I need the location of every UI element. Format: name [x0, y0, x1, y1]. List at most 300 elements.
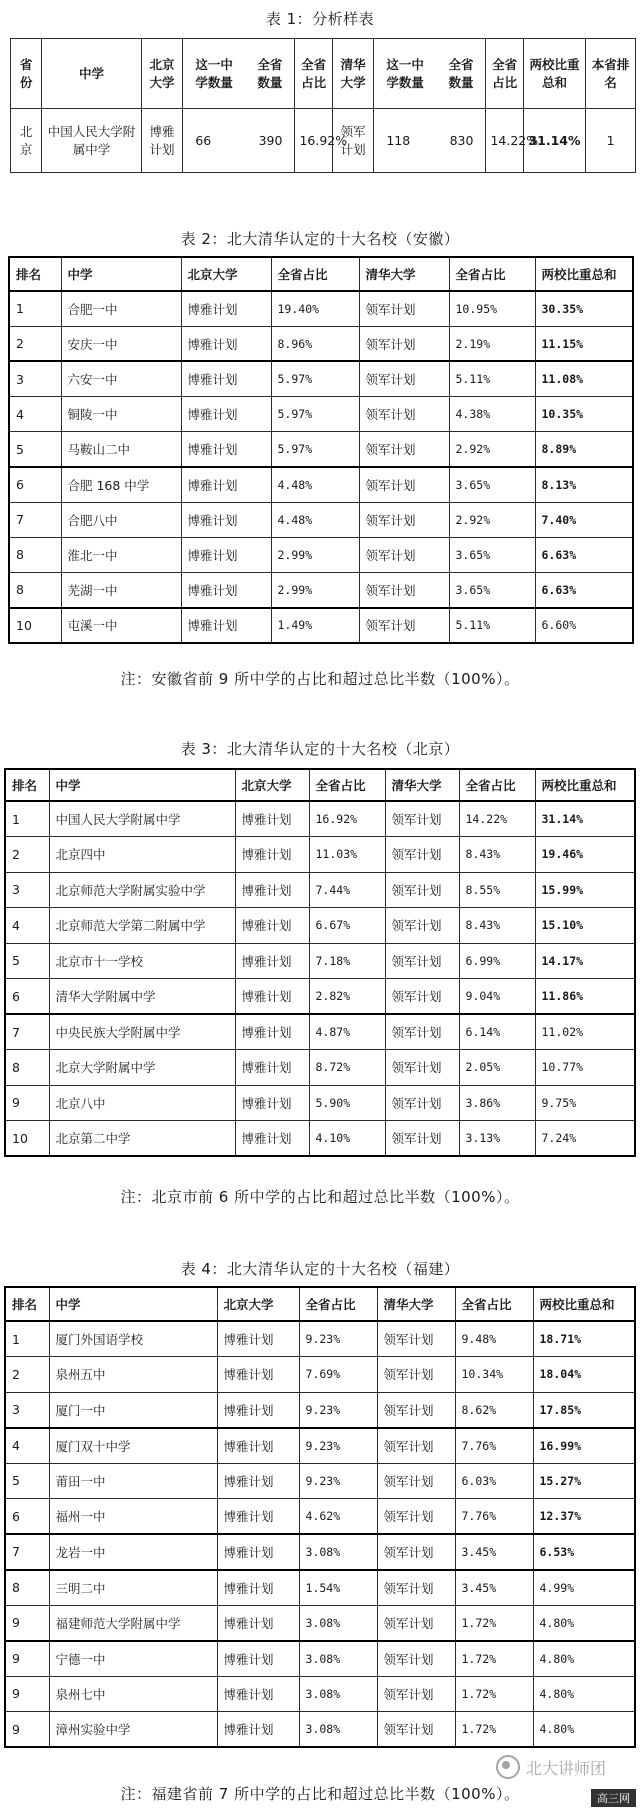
table-row	[5, 1605, 635, 1641]
table2-cell-thu-share: 10.95%	[449, 291, 535, 326]
table4-cell-pku-plan: 博雅计划	[217, 1676, 299, 1712]
table1	[10, 38, 636, 173]
table2-cell-rank: 5	[9, 432, 61, 467]
table3-cell-pku-share: 16.92%	[309, 801, 385, 837]
table4-cell-thu-share: 10.34%	[455, 1357, 533, 1393]
table4-caption: 表 4：北大清华认定的十大名校（福建）	[180, 1260, 460, 1278]
table4-header-6: 两校比重总和	[533, 1287, 635, 1321]
t1-cell-pku-province-count: 390	[258, 132, 283, 148]
t1-cell-pku-share: 16.92%	[295, 109, 332, 173]
table2-cell-rank: 8	[9, 537, 61, 572]
table-row	[5, 1712, 635, 1748]
table3-cell-total: 19.46%	[535, 837, 635, 873]
table2-cell-thu-share: 2.92%	[449, 502, 535, 537]
table3-cell-rank: 2	[5, 837, 49, 873]
table2-cell-school: 淮北一中	[61, 537, 181, 572]
table3-cell-school: 北京师范大学附属实验中学	[49, 872, 235, 908]
table2-cell-thu-share: 2.92%	[449, 432, 535, 467]
table3-header-5: 全省占比	[459, 769, 535, 801]
table3-cell-thu-plan: 领军计划	[385, 872, 459, 908]
table3-header-4: 清华大学	[385, 769, 459, 801]
table4-cell-school: 厦门双十中学	[49, 1428, 217, 1464]
table4-cell-total: 18.04%	[533, 1357, 635, 1393]
table4-cell-thu-share: 9.48%	[455, 1321, 533, 1357]
table2-cell-thu-share: 3.65%	[449, 467, 535, 502]
table3-cell-thu-plan: 领军计划	[385, 837, 459, 873]
table3-header-6: 两校比重总和	[535, 769, 635, 801]
table2-cell-rank: 1	[9, 291, 61, 326]
table2-cell-school: 合肥八中	[61, 502, 181, 537]
table4-cell-rank: 9	[5, 1641, 49, 1677]
table4-header-4: 清华大学	[377, 1287, 455, 1321]
table4-cell-thu-share: 3.45%	[455, 1570, 533, 1606]
table2-cell-thu-plan: 领军计划	[359, 502, 449, 537]
table2-cell-thu-plan: 领军计划	[359, 326, 449, 361]
table2-cell-school: 屯溪一中	[61, 608, 181, 643]
t1-cell-rank: 1	[586, 109, 636, 173]
table-row	[5, 1357, 635, 1393]
table3-cell-rank: 3	[5, 872, 49, 908]
table4-cell-school: 泉州七中	[49, 1676, 217, 1712]
table3-cell-rank: 7	[5, 1014, 49, 1050]
table4-cell-school: 福州一中	[49, 1499, 217, 1535]
table3-cell-thu-share: 3.86%	[459, 1085, 535, 1121]
table3-cell-total: 14.17%	[535, 943, 635, 979]
table3-cell-thu-share: 6.14%	[459, 1014, 535, 1050]
table3-cell-school: 北京第二中学	[49, 1121, 235, 1157]
table3-header-2: 北京大学	[235, 769, 309, 801]
table-row	[9, 291, 633, 326]
table2-cell-pku-plan: 博雅计划	[181, 397, 271, 432]
table3-cell-thu-plan: 领军计划	[385, 943, 459, 979]
table3-cell-pku-share: 2.82%	[309, 979, 385, 1015]
table-row	[9, 361, 633, 396]
table4-cell-total: 4.80%	[533, 1641, 635, 1677]
t1-header-thu-share: 全省占比	[486, 39, 523, 109]
table2-cell-school: 马鞍山二中	[61, 432, 181, 467]
table4-cell-pku-plan: 博雅计划	[217, 1357, 299, 1393]
table2-cell-thu-plan: 领军计划	[359, 361, 449, 396]
table2-cell-thu-share: 5.11%	[449, 608, 535, 643]
table3-cell-pku-share: 5.90%	[309, 1085, 385, 1121]
table3-cell-rank: 8	[5, 1050, 49, 1086]
table4-cell-rank: 2	[5, 1357, 49, 1393]
table3-cell-pku-plan: 博雅计划	[235, 872, 309, 908]
table4-cell-thu-plan: 领军计划	[377, 1570, 455, 1606]
table3-cell-total: 7.24%	[535, 1121, 635, 1157]
table2-cell-total: 11.15%	[535, 326, 633, 361]
table2-cell-thu-share: 3.65%	[449, 537, 535, 572]
table-row	[9, 397, 633, 432]
table-row	[5, 1014, 635, 1050]
table3-cell-pku-plan: 博雅计划	[235, 908, 309, 944]
table4-cell-pku-share: 9.23%	[299, 1428, 377, 1464]
table-row	[5, 1676, 635, 1712]
table3-cell-school: 中央民族大学附属中学	[49, 1014, 235, 1050]
table-row	[5, 1463, 635, 1499]
table4-cell-school: 厦门外国语学校	[49, 1321, 217, 1357]
table3-cell-thu-share: 9.04%	[459, 979, 535, 1015]
table4-cell-thu-share: 8.62%	[455, 1392, 533, 1428]
table4-cell-total: 12.37%	[533, 1499, 635, 1535]
table4-cell-total: 17.85%	[533, 1392, 635, 1428]
table3-cell-rank: 1	[5, 801, 49, 837]
table4-cell-rank: 1	[5, 1321, 49, 1357]
table-row	[5, 837, 635, 873]
table-row	[5, 1085, 635, 1121]
table4-cell-rank: 9	[5, 1676, 49, 1712]
table2-header-5: 全省占比	[449, 257, 535, 291]
table4-cell-rank: 5	[5, 1463, 49, 1499]
table2-cell-thu-plan: 领军计划	[359, 432, 449, 467]
table2-cell-pku-plan: 博雅计划	[181, 608, 271, 643]
table4-cell-pku-share: 3.08%	[299, 1534, 377, 1570]
table4-cell-school: 泉州五中	[49, 1357, 217, 1393]
t1-header-total: 两校比重总和	[523, 39, 585, 109]
table3-cell-thu-plan: 领军计划	[385, 1050, 459, 1086]
table4-header-3: 全省占比	[299, 1287, 377, 1321]
table3-cell-pku-plan: 博雅计划	[235, 801, 309, 837]
table4-cell-pku-share: 3.08%	[299, 1676, 377, 1712]
table4-cell-rank: 9	[5, 1605, 49, 1641]
table2-cell-total: 10.35%	[535, 397, 633, 432]
table4-cell-pku-share: 3.08%	[299, 1605, 377, 1641]
t1-cell-thu-share: 14.22%	[486, 109, 523, 173]
table2-header-3: 全省占比	[271, 257, 359, 291]
t1-cell-pku-plan: 博雅计划	[141, 109, 183, 173]
table3-cell-pku-share: 6.67%	[309, 908, 385, 944]
table2-cell-thu-share: 5.11%	[449, 361, 535, 396]
table3-cell-thu-share: 8.55%	[459, 872, 535, 908]
table4-cell-total: 6.53%	[533, 1534, 635, 1570]
table3-cell-school: 北京大学附属中学	[49, 1050, 235, 1086]
table4-cell-thu-plan: 领军计划	[377, 1641, 455, 1677]
t1-header-pku-share: 全省占比	[295, 39, 332, 109]
table4-header-1: 中学	[49, 1287, 217, 1321]
table4-cell-pku-share: 3.08%	[299, 1712, 377, 1748]
table2-cell-thu-share: 2.19%	[449, 326, 535, 361]
table2-cell-thu-plan: 领军计划	[359, 467, 449, 502]
table-row	[9, 502, 633, 537]
t1-header-thu: 清华大学	[332, 39, 374, 109]
table2-header-2: 北京大学	[181, 257, 271, 291]
table4-cell-thu-plan: 领军计划	[377, 1712, 455, 1748]
table2-cell-pku-share: 19.40%	[271, 291, 359, 326]
table2-cell-thu-plan: 领军计划	[359, 573, 449, 608]
table4-cell-thu-share: 1.72%	[455, 1641, 533, 1677]
table4-cell-pku-plan: 博雅计划	[217, 1605, 299, 1641]
table4-cell-pku-share: 7.69%	[299, 1357, 377, 1393]
table2-cell-pku-share: 5.97%	[271, 397, 359, 432]
table4-cell-pku-plan: 博雅计划	[217, 1428, 299, 1464]
table3-cell-school: 北京八中	[49, 1085, 235, 1121]
t1-header-pku-school-count: 这一中学数量	[195, 56, 233, 90]
table2-cell-pku-plan: 博雅计划	[181, 467, 271, 502]
table4-cell-thu-share: 1.72%	[455, 1605, 533, 1641]
table3-cell-total: 15.99%	[535, 872, 635, 908]
table3-cell-school: 中国人民大学附属中学	[49, 801, 235, 837]
table4-cell-thu-share: 1.72%	[455, 1676, 533, 1712]
table2-cell-pku-share: 2.99%	[271, 537, 359, 572]
t1-header-rank: 本省排名	[586, 39, 636, 109]
table4-cell-school: 龙岩一中	[49, 1534, 217, 1570]
table4-cell-pku-share: 9.23%	[299, 1392, 377, 1428]
table3-cell-total: 31.14%	[535, 801, 635, 837]
table3-cell-total: 15.10%	[535, 908, 635, 944]
table3-cell-pku-plan: 博雅计划	[235, 1121, 309, 1157]
table-row	[5, 801, 635, 837]
table2-cell-pku-share: 4.48%	[271, 502, 359, 537]
table2-cell-pku-plan: 博雅计划	[181, 502, 271, 537]
table-row	[5, 1428, 635, 1464]
table2-header-4: 清华大学	[359, 257, 449, 291]
table-row	[5, 1499, 635, 1535]
table4-cell-pku-share: 4.62%	[299, 1499, 377, 1535]
table2-cell-total: 6.63%	[535, 537, 633, 572]
table4-header-5: 全省占比	[455, 1287, 533, 1321]
t1-header-province: 省份	[11, 39, 42, 109]
site-brand: 高三网	[591, 1789, 636, 1807]
watermark-text: 北大讲师团	[525, 1758, 606, 1778]
table2-cell-rank: 3	[9, 361, 61, 396]
table3-cell-pku-share: 7.44%	[309, 872, 385, 908]
table4-cell-pku-share: 1.54%	[299, 1570, 377, 1606]
table3-cell-thu-share: 3.13%	[459, 1121, 535, 1157]
table2-header-0: 排名	[9, 257, 61, 291]
t1-cell-total: 31.14%	[523, 109, 585, 173]
table2-cell-rank: 7	[9, 502, 61, 537]
table4-cell-school: 厦门一中	[49, 1392, 217, 1428]
table3-cell-pku-plan: 博雅计划	[235, 1085, 309, 1121]
t1-cell-school: 中国人民大学附属中学	[42, 109, 142, 173]
table3-cell-rank: 4	[5, 908, 49, 944]
table3-cell-school: 北京四中	[49, 837, 235, 873]
table3-cell-thu-share: 6.99%	[459, 943, 535, 979]
table-row	[9, 467, 633, 502]
table3-cell-total: 11.86%	[535, 979, 635, 1015]
table4-cell-thu-plan: 领军计划	[377, 1321, 455, 1357]
table4-cell-school: 福建师范大学附属中学	[49, 1605, 217, 1641]
table4-cell-thu-share: 7.76%	[455, 1428, 533, 1464]
table3-cell-pku-share: 8.72%	[309, 1050, 385, 1086]
table3-cell-pku-plan: 博雅计划	[235, 837, 309, 873]
table3-cell-pku-share: 7.18%	[309, 943, 385, 979]
table2-cell-pku-plan: 博雅计划	[181, 361, 271, 396]
table4-cell-pku-plan: 博雅计划	[217, 1641, 299, 1677]
table-row	[9, 326, 633, 361]
table-row	[5, 1121, 635, 1157]
table4-cell-total: 15.27%	[533, 1463, 635, 1499]
table3-header-3: 全省占比	[309, 769, 385, 801]
table3-cell-pku-plan: 博雅计划	[235, 943, 309, 979]
table4-cell-pku-share: 9.23%	[299, 1321, 377, 1357]
t1-cell-thu-plan: 领军计划	[332, 109, 374, 173]
table4	[4, 1286, 636, 1748]
table2-note: 注：安徽省前 9 所中学的占比和超过总比半数（100%）。	[120, 670, 520, 688]
table3-cell-thu-plan: 领军计划	[385, 908, 459, 944]
table4-cell-thu-plan: 领军计划	[377, 1357, 455, 1393]
table2-cell-pku-share: 8.96%	[271, 326, 359, 361]
table4-cell-school: 三明二中	[49, 1570, 217, 1606]
table3-header-1: 中学	[49, 769, 235, 801]
table3-cell-thu-plan: 领军计划	[385, 1014, 459, 1050]
table2-cell-pku-plan: 博雅计划	[181, 537, 271, 572]
table2-cell-thu-plan: 领军计划	[359, 608, 449, 643]
t1-header-school: 中学	[42, 39, 142, 109]
table2-cell-pku-share: 1.49%	[271, 608, 359, 643]
table4-cell-total: 18.71%	[533, 1321, 635, 1357]
table4-cell-thu-plan: 领军计划	[377, 1499, 455, 1535]
table2-cell-thu-plan: 领军计划	[359, 397, 449, 432]
table4-cell-pku-plan: 博雅计划	[217, 1499, 299, 1535]
table2-cell-pku-share: 5.97%	[271, 432, 359, 467]
table2-cell-pku-share: 4.48%	[271, 467, 359, 502]
table-row	[5, 1321, 635, 1357]
table2-cell-total: 11.08%	[535, 361, 633, 396]
table-row	[5, 1570, 635, 1606]
table2-cell-thu-plan: 领军计划	[359, 537, 449, 572]
table3-cell-thu-share: 8.43%	[459, 837, 535, 873]
table-row	[5, 979, 635, 1015]
table-row	[5, 908, 635, 944]
table4-cell-rank: 3	[5, 1392, 49, 1428]
table3-cell-school: 北京市十一学校	[49, 943, 235, 979]
table-row	[5, 943, 635, 979]
table3-cell-pku-share: 4.10%	[309, 1121, 385, 1157]
table4-cell-thu-plan: 领军计划	[377, 1676, 455, 1712]
table2-cell-pku-share: 5.97%	[271, 361, 359, 396]
table4-cell-rank: 8	[5, 1570, 49, 1606]
table3-cell-thu-plan: 领军计划	[385, 1085, 459, 1121]
table2-cell-pku-share: 2.99%	[271, 573, 359, 608]
table-row	[9, 608, 633, 643]
table2-cell-school: 铜陵一中	[61, 397, 181, 432]
table-row	[5, 872, 635, 908]
table2-cell-pku-plan: 博雅计划	[181, 432, 271, 467]
table-row	[5, 1534, 635, 1570]
table3-cell-rank: 10	[5, 1121, 49, 1157]
table4-cell-thu-share: 7.76%	[455, 1499, 533, 1535]
table4-cell-thu-plan: 领军计划	[377, 1605, 455, 1641]
table3-cell-rank: 9	[5, 1085, 49, 1121]
table3-note: 注：北京市前 6 所中学的占比和超过总比半数（100%）。	[120, 1188, 520, 1206]
table2-cell-pku-plan: 博雅计划	[181, 291, 271, 326]
table-row	[5, 1641, 635, 1677]
table3-cell-thu-plan: 领军计划	[385, 801, 459, 837]
table3-cell-rank: 5	[5, 943, 49, 979]
table4-note: 注：福建省前 7 所中学的占比和超过总比半数（100%）。	[120, 1785, 520, 1803]
table4-cell-thu-plan: 领军计划	[377, 1428, 455, 1464]
table4-cell-pku-plan: 博雅计划	[217, 1570, 299, 1606]
table2-cell-school: 芜湖一中	[61, 573, 181, 608]
table4-cell-rank: 6	[5, 1499, 49, 1535]
table3-cell-thu-plan: 领军计划	[385, 979, 459, 1015]
table4-cell-total: 4.80%	[533, 1676, 635, 1712]
table2-cell-pku-plan: 博雅计划	[181, 573, 271, 608]
table3-cell-total: 9.75%	[535, 1085, 635, 1121]
table2-cell-rank: 6	[9, 467, 61, 502]
table2-cell-school: 安庆一中	[61, 326, 181, 361]
table4-cell-pku-share: 9.23%	[299, 1463, 377, 1499]
watermark-logo-icon	[496, 1755, 520, 1779]
table4-cell-pku-plan: 博雅计划	[217, 1392, 299, 1428]
t1-cell-province: 北京	[11, 109, 42, 173]
table2	[8, 256, 634, 644]
table4-cell-thu-plan: 领军计划	[377, 1392, 455, 1428]
table1-caption: 表 1：分析样表	[265, 10, 375, 28]
t1-cell-pku-school-count: 66	[195, 132, 212, 148]
table2-cell-total: 6.63%	[535, 573, 633, 608]
table3-cell-pku-plan: 博雅计划	[235, 1014, 309, 1050]
table3	[4, 768, 636, 1157]
table4-cell-thu-share: 1.72%	[455, 1712, 533, 1748]
table4-cell-pku-plan: 博雅计划	[217, 1712, 299, 1748]
table4-cell-school: 漳州实验中学	[49, 1712, 217, 1748]
table4-cell-rank: 9	[5, 1712, 49, 1748]
table2-cell-thu-plan: 领军计划	[359, 291, 449, 326]
table2-cell-rank: 8	[9, 573, 61, 608]
table2-cell-thu-share: 4.38%	[449, 397, 535, 432]
table2-cell-total: 6.60%	[535, 608, 633, 643]
table2-cell-total: 7.40%	[535, 502, 633, 537]
table4-cell-pku-plan: 博雅计划	[217, 1321, 299, 1357]
table4-cell-pku-share: 3.08%	[299, 1641, 377, 1677]
table-row	[9, 573, 633, 608]
table3-caption: 表 3：北大清华认定的十大名校（北京）	[180, 740, 460, 758]
table4-header-2: 北京大学	[217, 1287, 299, 1321]
table-row	[9, 432, 633, 467]
table4-header-0: 排名	[5, 1287, 49, 1321]
table4-cell-total: 4.99%	[533, 1570, 635, 1606]
table3-cell-total: 11.02%	[535, 1014, 635, 1050]
table3-cell-pku-share: 11.03%	[309, 837, 385, 873]
table2-cell-pku-plan: 博雅计划	[181, 326, 271, 361]
table2-cell-school: 合肥 168 中学	[61, 467, 181, 502]
table4-cell-school: 宁德一中	[49, 1641, 217, 1677]
table3-cell-thu-share: 14.22%	[459, 801, 535, 837]
table3-cell-pku-plan: 博雅计划	[235, 979, 309, 1015]
table3-cell-thu-share: 8.43%	[459, 908, 535, 944]
table-row	[5, 1050, 635, 1086]
t1-header-pku-province-count: 全省数量	[257, 56, 283, 90]
table3-cell-rank: 6	[5, 979, 49, 1015]
table4-cell-total: 4.80%	[533, 1712, 635, 1748]
table4-cell-total: 16.99%	[533, 1428, 635, 1464]
table4-cell-school: 莆田一中	[49, 1463, 217, 1499]
table3-cell-thu-plan: 领军计划	[385, 1121, 459, 1157]
table-row	[9, 537, 633, 572]
table2-cell-total: 30.35%	[535, 291, 633, 326]
table2-cell-thu-share: 3.65%	[449, 573, 535, 608]
table4-cell-pku-plan: 博雅计划	[217, 1534, 299, 1570]
table4-cell-rank: 7	[5, 1534, 49, 1570]
table2-cell-rank: 2	[9, 326, 61, 361]
table2-cell-total: 8.89%	[535, 432, 633, 467]
table2-header-6: 两校比重总和	[535, 257, 633, 291]
t1-header-thu-school-count: 这一中学数量	[386, 56, 424, 90]
t1-header-pku: 北京大学	[141, 39, 183, 109]
table3-cell-pku-share: 4.87%	[309, 1014, 385, 1050]
table3-header-0: 排名	[5, 769, 49, 801]
table2-caption: 表 2：北大清华认定的十大名校（安徽）	[180, 230, 460, 248]
table-row	[5, 1392, 635, 1428]
table2-cell-total: 8.13%	[535, 467, 633, 502]
t1-cell-thu-school-count: 118	[386, 132, 411, 148]
table2-cell-school: 合肥一中	[61, 291, 181, 326]
table4-cell-rank: 4	[5, 1428, 49, 1464]
table2-cell-rank: 10	[9, 608, 61, 643]
table4-cell-thu-plan: 领军计划	[377, 1534, 455, 1570]
